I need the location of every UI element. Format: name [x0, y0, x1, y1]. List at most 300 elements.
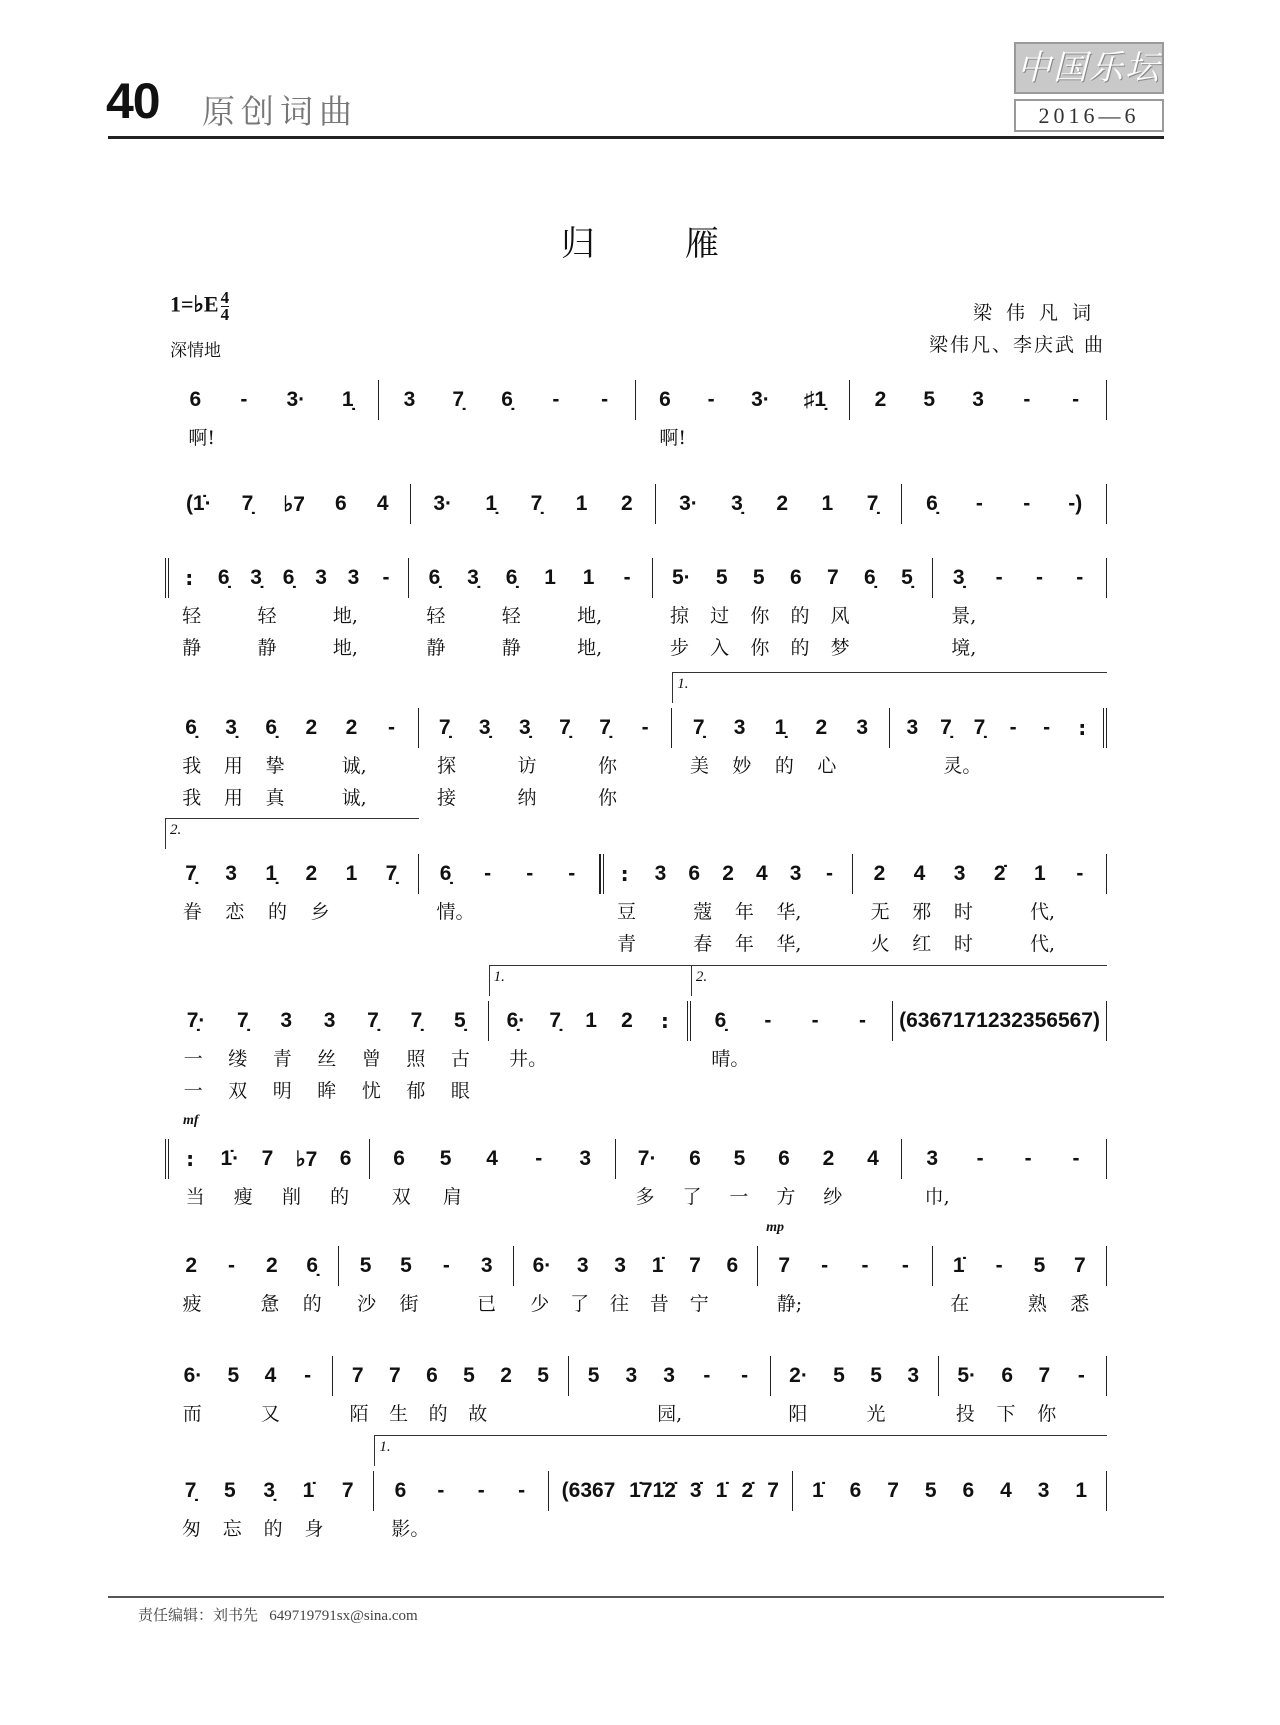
- lyric: 你: [1037, 1402, 1057, 1425]
- note: 1̇: [715, 1479, 728, 1502]
- note: (6367: [561, 1479, 616, 1502]
- note: -: [975, 492, 983, 515]
- note: 3: [579, 1147, 592, 1170]
- lyric-line: [616, 1179, 903, 1211]
- note: 3·: [679, 492, 698, 515]
- measure: [933, 558, 1107, 662]
- measure: [419, 854, 600, 958]
- lyric-line: [691, 1041, 893, 1073]
- note: 6: [339, 1147, 352, 1170]
- measure: [165, 1471, 374, 1543]
- note: -: [442, 1254, 450, 1277]
- lyric: 的: [790, 604, 810, 627]
- lyric: 丝: [317, 1047, 337, 1070]
- measure: [419, 708, 673, 812]
- lyric: 了: [682, 1185, 702, 1208]
- note: 3: [907, 1364, 920, 1387]
- lyric-line: [850, 420, 1107, 452]
- score-row: [165, 1113, 1107, 1211]
- note: -: [861, 1254, 869, 1277]
- note: -: [741, 1364, 749, 1387]
- lyric: 华,: [776, 900, 802, 923]
- measure: [636, 380, 850, 452]
- note: 6·: [532, 1254, 552, 1277]
- note: 3̣: [519, 716, 531, 739]
- note: 7: [689, 1254, 701, 1277]
- note: 1: [345, 862, 358, 885]
- note: 2: [266, 1254, 278, 1277]
- note: 7: [1038, 1364, 1051, 1387]
- lyric: 往: [610, 1292, 630, 1315]
- note: -: [1076, 862, 1084, 885]
- lyric: 啊!: [188, 426, 216, 449]
- note: 3: [480, 1254, 493, 1277]
- note: 6̣: [265, 716, 278, 739]
- header-divider: [108, 136, 1164, 139]
- note: 7: [351, 1364, 364, 1387]
- note: 7: [261, 1147, 274, 1170]
- measure: [165, 1001, 489, 1105]
- lyric: 灵。: [943, 754, 982, 777]
- note: : 6̣: [217, 566, 230, 589]
- note: 1: [575, 492, 588, 515]
- lyric-line: [758, 1286, 932, 1318]
- note: 3: [576, 1254, 589, 1277]
- lyric: 无: [870, 900, 890, 923]
- lyric: 梦: [830, 636, 850, 659]
- lyric-line: [165, 598, 409, 630]
- lyric-line: [339, 1286, 513, 1318]
- lyric: 接: [436, 786, 456, 809]
- note: 5: [359, 1254, 372, 1277]
- lyric: 地,: [332, 636, 358, 659]
- note: 6̣: [505, 566, 518, 589]
- lyric: 静: [182, 636, 202, 659]
- note: -: [811, 1009, 819, 1032]
- volta-bracket: [672, 672, 889, 703]
- note: -: [518, 1479, 526, 1502]
- lyric-line: [569, 1396, 771, 1428]
- lyric: 晴。: [711, 1047, 750, 1070]
- lyric: 而: [182, 1402, 202, 1425]
- note: 1: [582, 566, 595, 589]
- note: 6̣: [714, 1009, 727, 1032]
- note: -: [821, 1254, 829, 1277]
- note: 7̣: [530, 492, 543, 515]
- measure: [549, 1471, 793, 1543]
- lyric-line: [409, 598, 653, 630]
- measure: [850, 380, 1107, 452]
- lyric: 的: [790, 636, 810, 659]
- note: 2̇: [741, 1479, 754, 1502]
- note: -: [1077, 1364, 1085, 1387]
- measure: [758, 1220, 932, 1318]
- note: 7̣: [973, 716, 986, 739]
- note: : 3: [654, 862, 667, 885]
- lyric-line: [165, 1511, 374, 1543]
- lyric-line: [672, 748, 889, 780]
- lyric-line: [653, 598, 932, 630]
- lyric: 眼: [450, 1079, 470, 1102]
- lyric-line: [672, 780, 889, 812]
- lyric: 沙: [357, 1292, 377, 1315]
- note: -: [1023, 492, 1031, 515]
- note: 2: [185, 1254, 198, 1277]
- lyric: 红: [912, 932, 932, 955]
- note: 2: [500, 1364, 512, 1387]
- score-row: [165, 380, 1107, 452]
- note: -: [1035, 566, 1043, 589]
- note: 6: [689, 1147, 701, 1170]
- note: -: [1076, 566, 1084, 589]
- note: -: [304, 1364, 312, 1387]
- note: 1̇: [651, 1254, 664, 1277]
- note: -): [1068, 492, 1083, 515]
- note: -: [552, 388, 560, 411]
- note: -: [764, 1009, 772, 1032]
- lyric-line: [165, 420, 379, 452]
- lyric: 掠: [670, 604, 690, 627]
- measure: [902, 484, 1107, 524]
- note: 7̣: [438, 716, 451, 739]
- note: 3: [789, 862, 802, 885]
- note: 6̣: [428, 566, 441, 589]
- lyric-line: [853, 894, 1107, 926]
- lyric: 恋: [225, 900, 245, 923]
- lyric: 影。: [391, 1517, 430, 1540]
- lyric: 你: [750, 636, 770, 659]
- score-row: [165, 484, 1107, 524]
- lyric-line: [890, 780, 1107, 812]
- note: 7̣: [599, 716, 611, 739]
- note: 6̣·: [506, 1009, 526, 1032]
- lyric: 纱: [823, 1185, 843, 1208]
- lyric: 步: [670, 636, 690, 659]
- note: 3: [972, 388, 984, 411]
- lyric: 忘: [222, 1517, 242, 1540]
- lyric: 青: [272, 1047, 292, 1070]
- volta-bracket: [793, 1435, 1107, 1466]
- note: 3̣: [225, 716, 237, 739]
- note: -: [437, 1479, 445, 1502]
- lyric-line: [653, 630, 932, 662]
- note: 6: [849, 1479, 862, 1502]
- lyric: 风: [830, 604, 850, 627]
- note: 4: [486, 1147, 498, 1170]
- lyric: 轻: [426, 604, 446, 627]
- lyric-line: [933, 630, 1107, 662]
- title-char: 归: [561, 224, 595, 264]
- lyric: 宁: [689, 1292, 709, 1315]
- lyric: 纳: [517, 786, 537, 809]
- lyric: 双: [228, 1079, 248, 1102]
- note: 6: [393, 1147, 405, 1170]
- measure: [411, 484, 657, 524]
- note: 1̇71̇2̇: [629, 1479, 676, 1502]
- lyric: 蔻: [693, 900, 713, 923]
- note: -: [1043, 716, 1051, 739]
- note: (6367: [899, 1009, 953, 1032]
- note: -: [388, 716, 396, 739]
- lyric: 年: [734, 932, 754, 955]
- note: -: [995, 1254, 1003, 1277]
- note: -: [995, 566, 1003, 589]
- lyric: 静;: [776, 1292, 803, 1315]
- lyric: 街: [399, 1292, 419, 1315]
- lyric: 代,: [1030, 900, 1056, 923]
- score-row: [165, 1439, 1107, 1543]
- note: 3·: [286, 388, 306, 411]
- note: 3: [1037, 1479, 1050, 1502]
- note: 3: [906, 716, 919, 739]
- note: 6̣: [439, 862, 452, 885]
- lyric: 的: [267, 900, 287, 923]
- note: 7̣: [692, 716, 705, 739]
- note: 3̣: [952, 566, 965, 589]
- lyric-line: [514, 1286, 758, 1318]
- issue-number: 2016—6: [1014, 99, 1164, 132]
- note: 5: [537, 1364, 549, 1387]
- note: 5: [924, 1479, 937, 1502]
- lyric-line: [165, 780, 419, 812]
- note: 2·: [789, 1364, 808, 1387]
- lyric: 探: [436, 754, 456, 777]
- score-row: [165, 1356, 1107, 1428]
- lyric-line: [419, 780, 673, 812]
- lyric: 啊!: [659, 426, 687, 449]
- note: 2: [305, 716, 318, 739]
- note: 1̇: [811, 1479, 824, 1502]
- measure: [653, 558, 932, 662]
- lyric: 方: [776, 1185, 796, 1208]
- measure: [672, 676, 889, 812]
- lyric-line: [600, 926, 854, 958]
- lyric: 静: [501, 636, 521, 659]
- note: 4: [376, 492, 389, 515]
- footer-divider: [108, 1596, 1164, 1598]
- title-char: 雁: [685, 224, 719, 264]
- volta-bracket: [374, 1435, 548, 1466]
- lyric: 用: [223, 754, 243, 777]
- note: 5: [224, 1479, 236, 1502]
- note: -: [641, 716, 649, 739]
- note: -: [535, 1147, 543, 1170]
- note: -: [601, 388, 609, 411]
- lyric: 访: [517, 754, 537, 777]
- lyric: 春: [693, 932, 713, 955]
- lyric: 的: [330, 1185, 350, 1208]
- note: 7: [826, 566, 839, 589]
- lyric-line: [890, 748, 1107, 780]
- note: 1̣: [341, 388, 354, 411]
- lyric: 的: [263, 1517, 283, 1540]
- lyric: 一: [183, 1047, 203, 1070]
- lyric-line: [165, 926, 419, 958]
- note: 2: [874, 388, 887, 411]
- note: 5: [833, 1364, 845, 1387]
- lyric-line: [600, 894, 854, 926]
- note: 5̣: [901, 566, 913, 589]
- note: 3: [953, 862, 966, 885]
- note: 7: [887, 1479, 899, 1502]
- note: 1: [821, 492, 834, 515]
- lyric: 一: [729, 1185, 749, 1208]
- note: 6: [1001, 1364, 1014, 1387]
- score-row: [165, 676, 1107, 812]
- time-sig-top: 4: [220, 288, 230, 307]
- composer-credit: 梁伟凡、李庆武 曲: [928, 334, 1105, 356]
- lyric: 轻: [257, 604, 277, 627]
- note: 3235: [999, 1009, 1047, 1032]
- note: 3: [926, 1147, 939, 1170]
- volta-label: 1.: [677, 676, 689, 692]
- tempo-marking: 深情地: [170, 341, 221, 361]
- section-title: 原创词曲: [202, 92, 358, 131]
- lyric: 的: [428, 1402, 448, 1425]
- note: 3: [225, 862, 237, 885]
- measure: [165, 822, 419, 958]
- note: 7̣: [940, 716, 952, 739]
- lyric: 投: [955, 1402, 975, 1425]
- note: -: [1023, 388, 1031, 411]
- lyric: 昔: [649, 1292, 669, 1315]
- lyric: 阳: [788, 1402, 808, 1425]
- lyric: 景,: [951, 604, 977, 627]
- lyric: 静: [426, 636, 446, 659]
- score-row: [165, 1220, 1107, 1318]
- lyric: 园,: [657, 1402, 683, 1425]
- note: 7̣: [241, 492, 254, 515]
- lyric: 井。: [509, 1047, 548, 1070]
- note: -: [484, 862, 492, 885]
- note: 1̣: [774, 716, 787, 739]
- lyric: 削: [281, 1185, 301, 1208]
- measure: [933, 1246, 1107, 1318]
- lyric-line: [165, 1041, 489, 1073]
- note: 2: [345, 716, 358, 739]
- note: 6̣: [306, 1254, 319, 1277]
- note: 5: [715, 566, 728, 589]
- lyric-line: [771, 1396, 939, 1428]
- measure: [370, 1139, 616, 1211]
- note: -: [382, 566, 390, 589]
- lyric: 光: [866, 1402, 886, 1425]
- lyric-line: [165, 1396, 333, 1428]
- note: -: [1009, 716, 1017, 739]
- lyric: 眷: [182, 900, 202, 923]
- note: 7̣: [385, 862, 398, 885]
- lyric: 又: [260, 1402, 280, 1425]
- note: 3: [625, 1364, 638, 1387]
- lyric: 用: [223, 786, 243, 809]
- lyric: 陌: [349, 1402, 369, 1425]
- note: 5: [1033, 1254, 1046, 1277]
- note: 3·: [751, 388, 770, 411]
- magazine-logo: 中国乐坛: [1014, 42, 1164, 94]
- note: -: [976, 1147, 984, 1170]
- lyric: 的: [774, 754, 794, 777]
- key-signature: [170, 290, 229, 323]
- measure: [333, 1356, 569, 1428]
- note: 2: [620, 492, 633, 515]
- lyric: 瘦: [233, 1185, 253, 1208]
- lyric: 曾: [361, 1047, 381, 1070]
- lyric-line: [489, 1073, 691, 1105]
- measure: [893, 1001, 1107, 1105]
- measure: [165, 558, 409, 662]
- note: 6: [426, 1364, 438, 1387]
- note: 2: [305, 862, 318, 885]
- lyric: 一: [183, 1079, 203, 1102]
- note: 7̣: [866, 492, 879, 515]
- note: 5: [400, 1254, 412, 1277]
- editor-email: 649719791sx@sina.com: [269, 1608, 418, 1624]
- note: 5: [227, 1364, 240, 1387]
- note: ♭7: [283, 492, 305, 516]
- lyric: 过: [710, 604, 730, 627]
- footer: [138, 1604, 418, 1625]
- lyric-line: [165, 748, 419, 780]
- lyricist-credit: 梁伟凡词: [972, 302, 1105, 324]
- note: 7·: [637, 1147, 657, 1170]
- note: 2̇: [993, 862, 1006, 885]
- lyric: 地,: [577, 604, 603, 627]
- lyric-line: [933, 1286, 1107, 1318]
- note: 3·: [433, 492, 453, 515]
- lyric-line: [489, 1041, 691, 1073]
- lyric: 豆: [617, 900, 637, 923]
- lyric-line: [379, 420, 636, 452]
- score-row: [165, 822, 1107, 958]
- note: 5: [923, 388, 936, 411]
- note: -: [825, 862, 833, 885]
- note: 4: [867, 1147, 879, 1170]
- note: 7: [778, 1254, 791, 1277]
- note: 3̣: [250, 566, 262, 589]
- volta-bracket: [549, 1435, 793, 1466]
- note: 3̇: [689, 1479, 702, 1502]
- measure: [339, 1246, 513, 1318]
- lyric: 缕: [228, 1047, 248, 1070]
- note: 6̣: [864, 566, 876, 589]
- note: 5: [733, 1147, 746, 1170]
- note: 6: [962, 1479, 975, 1502]
- measure: [890, 708, 1107, 812]
- lyric: 古: [450, 1047, 470, 1070]
- lyric-line: [893, 1073, 1107, 1105]
- lyric-line: [419, 748, 673, 780]
- lyric: 忧: [361, 1079, 381, 1102]
- lyric: 美: [689, 754, 709, 777]
- measure: [165, 380, 379, 452]
- lyric: 挚: [265, 754, 285, 777]
- note: 2: [822, 1147, 835, 1170]
- note: 6: [688, 862, 701, 885]
- note: 5·: [957, 1364, 977, 1387]
- note: 1: [585, 1009, 597, 1032]
- lyric: 轻: [501, 604, 521, 627]
- lyric: 生: [389, 1402, 409, 1425]
- lyric-line: [549, 1511, 793, 1543]
- note: 7̣: [410, 1009, 423, 1032]
- note: 5: [752, 566, 765, 589]
- lyric: 我: [182, 754, 202, 777]
- measure: [165, 1139, 370, 1211]
- lyric-line: [902, 1179, 1107, 1211]
- note: 6: [789, 566, 802, 589]
- dynamic-marking: mp: [766, 1220, 784, 1235]
- note: 6: [778, 1147, 790, 1170]
